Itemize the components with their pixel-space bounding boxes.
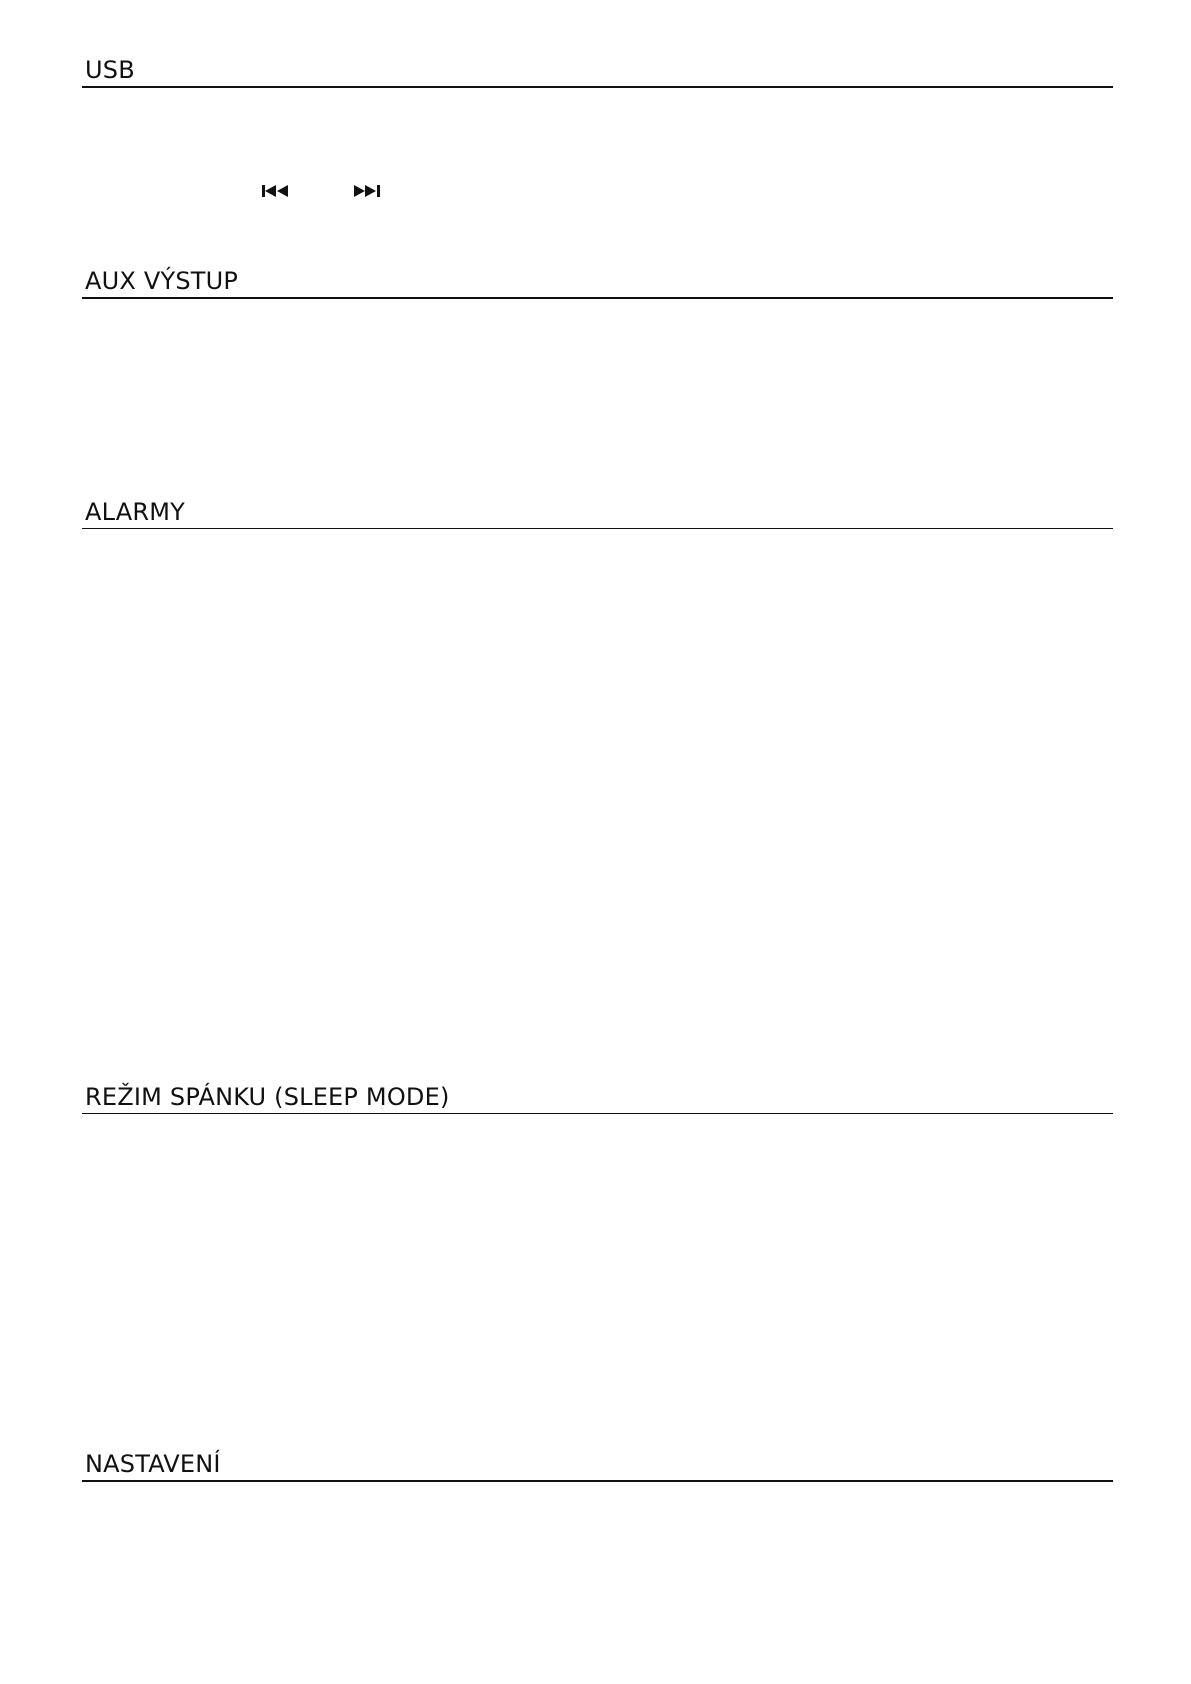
section-divider: [82, 1480, 1113, 1482]
section-heading-usb: USB: [85, 56, 135, 84]
section-heading-sleep-mode: REŽIM SPÁNKU (SLEEP MODE): [85, 1083, 450, 1111]
skip-next-icon: [352, 183, 380, 199]
section-divider: [82, 297, 1113, 299]
skip-previous-icon: [262, 183, 290, 199]
section-divider: [82, 1113, 1113, 1114]
section-heading-settings: NASTAVENÍ: [85, 1450, 221, 1478]
section-divider: [82, 528, 1113, 529]
section-alarms: [82, 498, 1113, 529]
section-heading-aux-output: AUX VÝSTUP: [85, 267, 239, 295]
section-heading-alarms: ALARMY: [85, 498, 186, 526]
section-usb: [82, 56, 1113, 88]
section-sleep-mode: [82, 1083, 1113, 1114]
section-settings: [82, 1450, 1113, 1482]
section-divider: [82, 86, 1113, 88]
section-aux-output: [82, 267, 1113, 299]
